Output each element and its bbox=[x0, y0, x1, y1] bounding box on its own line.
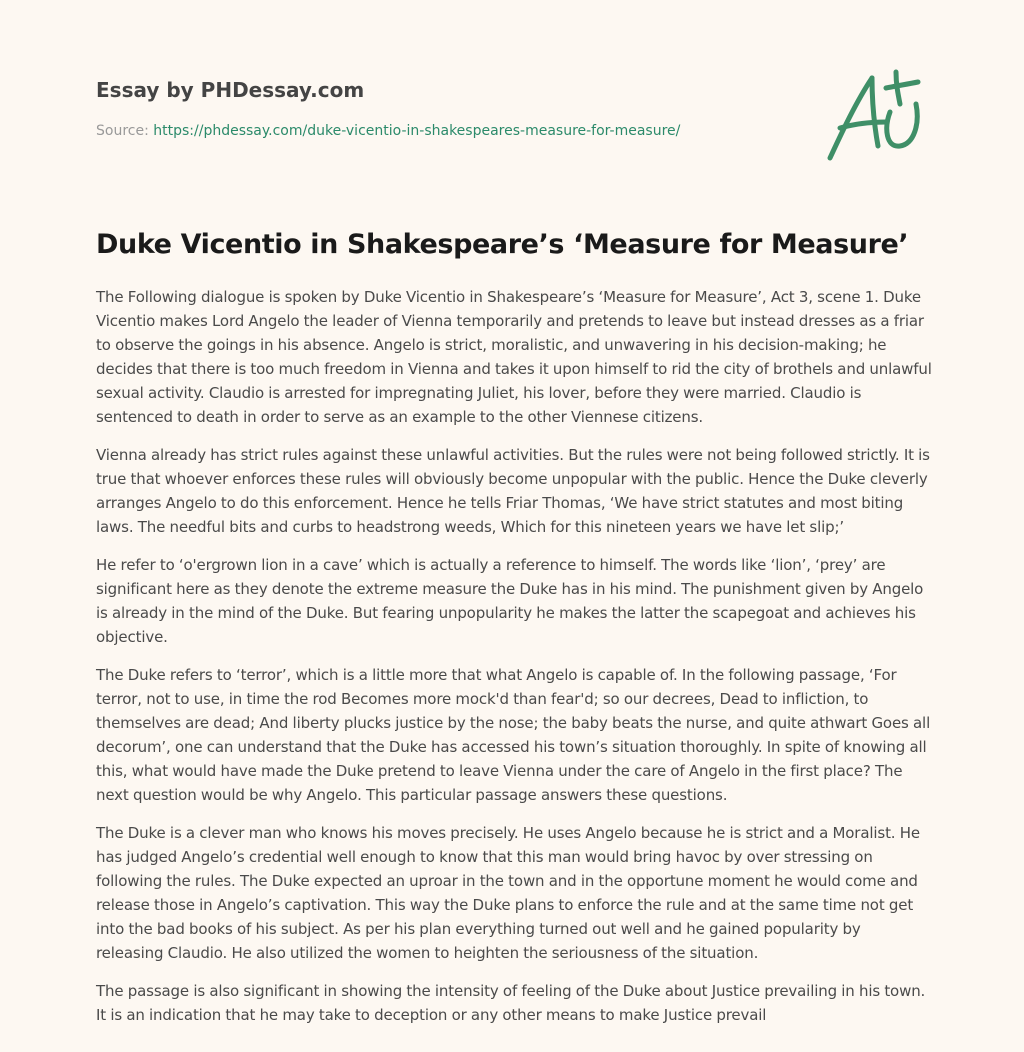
source-label: Source: bbox=[96, 123, 154, 139]
article-paragraph-4: The Duke refers to ‘terror’, which is a little more that what Angelo is capable of. In the following passage, ‘For terror, not to use, in time the rod Becomes more mock'd than fear'd; so our decrees, Dead to infliction, to themselves are dead; And liberty plucks justice by the nose; the baby beats the nurse, and quite athwart Goes all decorum’, one can understand that the Duke has accessed his town’s situation thoroughly. In spite of knowing all this, what would have made the Duke pretend to leave Vienna under the care of Angelo in the first place? The next question would be why Angelo. This particular passage answers these questions. bbox=[96, 666, 931, 804]
article-paragraph-3: He refer to ‘o'ergrown lion in a cave’ which is actually a reference to himself. The words like ‘lion’, ‘prey’ are significant here as they denote the extreme measure the Duke has in his mind. The punishment given by Angelo is already in the mind of the Duke. But fearing unpopularity he makes the latter the scapegoat and achieves his objective. bbox=[96, 556, 924, 646]
source-link[interactable]: https://phdessay.com/duke-vicentio-in-shakespeares-measure-for-measure/ bbox=[153, 123, 681, 139]
article-paragraph-2: Vienna already has strict rules against these unlawful activities. But the rules were not being followed strictly. It is true that whoever enforces these rules will obviously become unpopular with the public. Hence the Duke cleverly arranges Angelo to do this enforcement. Hence he tells Friar Thomas, ‘We have strict statutes and most biting laws. The needful bits and curbs to headstrong weeds, Which for this nineteen years we have let slip;’ bbox=[96, 446, 930, 536]
a-plus-logo bbox=[820, 64, 930, 164]
site-title: Essay by PHDessay.com bbox=[96, 78, 365, 102]
article-title: Duke Vicentio in Shakespeare’s ‘Measure for Measure’ bbox=[96, 229, 909, 260]
page-header bbox=[96, 76, 796, 141]
article-paragraph-6: The passage is also significant in showing the intensity of feeling of the Duke about Justice prevailing in his town. It is an indication that he may take to deception or any other means to make Justice prevail bbox=[96, 982, 926, 1024]
article bbox=[96, 226, 932, 1041]
article-paragraph-5: The Duke is a clever man who knows his moves precisely. He uses Angelo because he is strict and a Moralist. He has judged Angelo’s credential well enough to know that this man would bring havoc by over stressing on following the rules. The Duke expected an uproar in the town and in the opportune moment he would come and release those in Angelo’s captivation. This way the Duke plans to enforce the rule and at the same time not get into the bad books of his subject. As per his plan everything turned out well and he gained popularity by releasing Claudio. He also utilized the women to heighten the seriousness of the situation. bbox=[96, 824, 920, 962]
article-paragraph-1: The Following dialogue is spoken by Duke Vicentio in Shakespeare’s ‘Measure for Measure’, Act 3, scene 1. Duke Vicentio makes Lord Angelo the leader of Vienna temporarily and pretends to leave but instead dresses as a friar to observe the goings in his absence. Angelo is strict, moralistic, and unwavering in his decision-making; he decides that there is too much freedom in Vienna and takes it upon himself to rid the city of brothels and unlawful sexual activity. Claudio is arrested for impregnating Juliet, his lover, before they were married. Claudio is sentenced to death in order to serve as an example to the other Viennese citizens. bbox=[96, 288, 932, 426]
source-line bbox=[96, 121, 796, 141]
a-plus-logo-icon bbox=[820, 64, 930, 164]
